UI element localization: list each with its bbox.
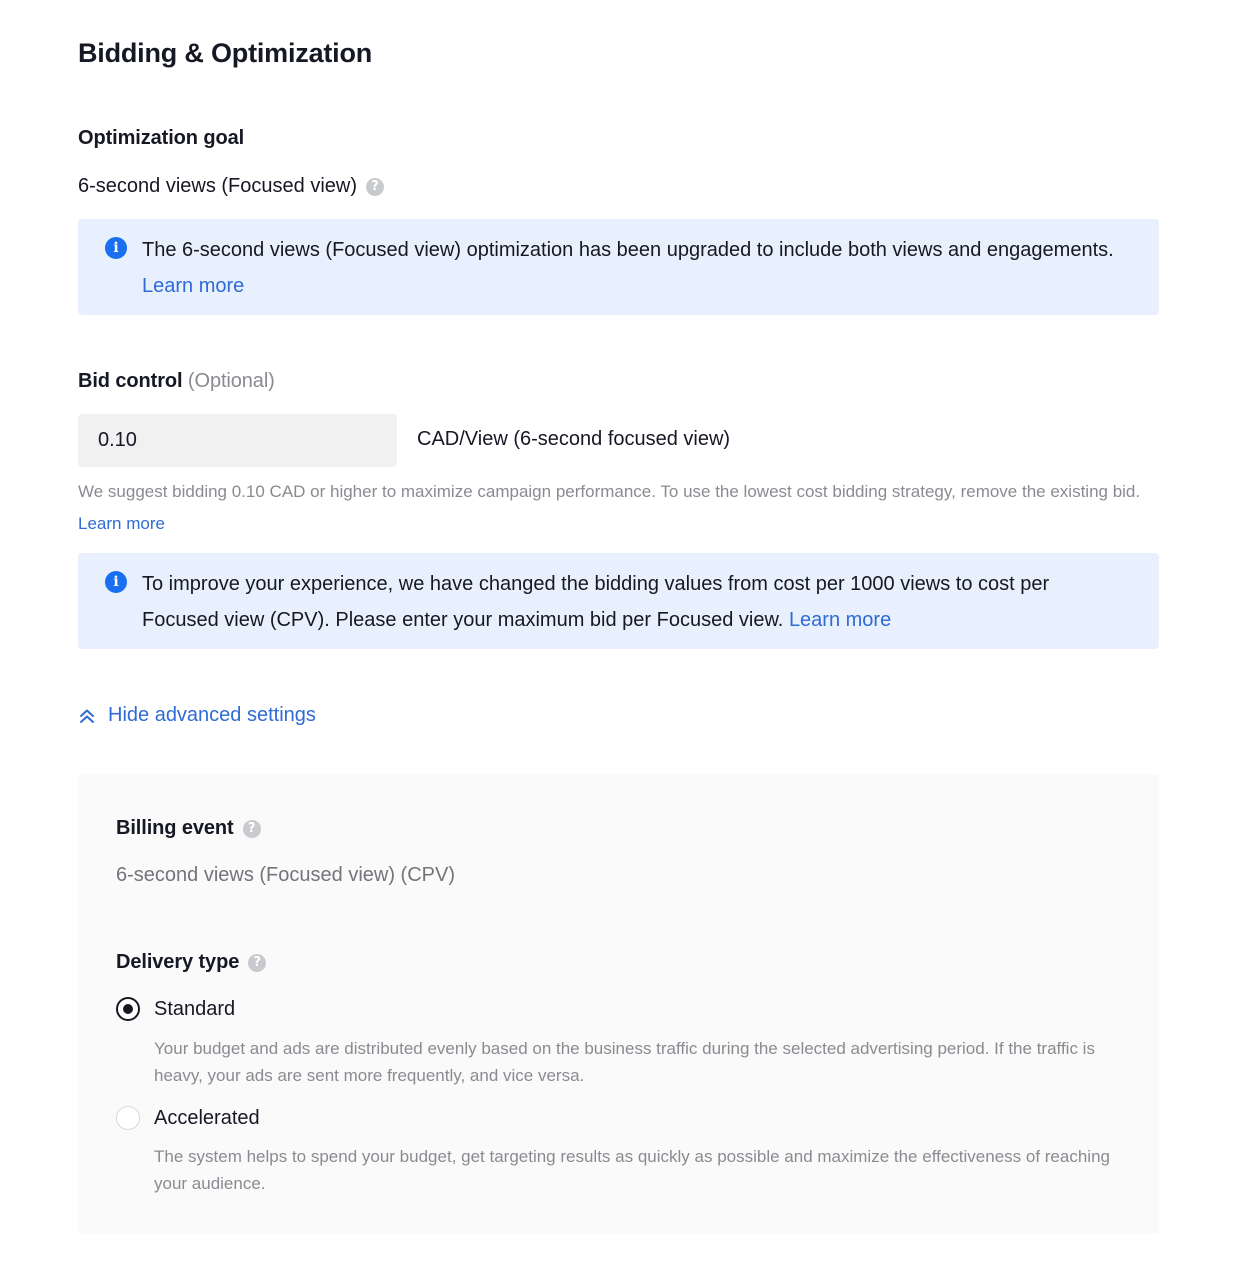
accelerated-description: The system helps to spend your budget, get targeting results as quickly as possible and maximize the effectiveness of reaching your audience.: [154, 1147, 1110, 1193]
bid-hint: [78, 476, 1159, 540]
bid-input[interactable]: [78, 414, 397, 467]
standard-radio-label: Standard: [154, 997, 236, 1020]
section-title: Bidding & Optimization: [78, 38, 373, 68]
delivery-type-label-text: Delivery type: [116, 951, 240, 973]
delivery-type-label: [116, 951, 266, 974]
question-circle-icon[interactable]: ?: [248, 954, 266, 972]
bid-banner-learn-more-link[interactable]: Learn more: [788, 609, 892, 631]
goal-banner-learn-more-link[interactable]: Learn more: [142, 275, 245, 297]
delivery-option-accelerated[interactable]: [116, 1106, 260, 1130]
bid-control-label: [78, 370, 275, 393]
hide-advanced-settings-button[interactable]: [78, 704, 316, 727]
billing-event-label-text: Billing event: [116, 817, 234, 839]
hide-advanced-settings-label: Hide advanced settings: [108, 704, 316, 726]
bid-unit-label: CAD/View (6-second focused view): [417, 428, 731, 450]
optimization-goal-text: 6-second views (Focused view): [78, 175, 357, 197]
goal-banner-text: The 6-second views (Focused view) optimization has been upgraded to include both views and engagements.: [142, 239, 1114, 261]
accelerated-radio-label: Accelerated: [154, 1106, 260, 1129]
goal-info-banner: [78, 219, 1159, 315]
optimization-goal-label: Optimization goal: [78, 127, 245, 149]
billing-event-value: 6-second views (Focused view) (CPV): [116, 864, 455, 886]
question-circle-icon[interactable]: ?: [366, 178, 384, 196]
optimization-goal-value: [78, 175, 384, 198]
info-circle-icon: i: [105, 237, 127, 259]
bid-control-optional-text: (Optional): [187, 370, 275, 392]
accelerated-radio[interactable]: [116, 1106, 140, 1130]
bid-hint-learn-more-link[interactable]: Learn more: [78, 514, 165, 533]
advanced-settings-panel: [78, 774, 1159, 1234]
bid-info-banner: [78, 553, 1159, 649]
double-chevron-up-icon: [78, 707, 96, 725]
info-circle-icon: i: [105, 571, 127, 593]
delivery-option-standard[interactable]: [116, 997, 235, 1021]
bid-hint-text: We suggest bidding 0.10 CAD or higher to maximize campaign performance. To use the lowest cost bidding strategy, remove the existing bid.: [78, 482, 1141, 501]
question-circle-icon[interactable]: ?: [243, 820, 261, 838]
standard-radio[interactable]: [116, 997, 140, 1021]
standard-description: Your budget and ads are distributed evenly based on the business traffic during the selected advertising period. If the traffic is heavy, your ads are sent more frequently, and vice versa.: [154, 1039, 1095, 1085]
bid-control-label-text: Bid control: [78, 370, 183, 392]
bid-banner-text: To improve your experience, we have changed the bidding values from cost per 1000 views to cost per Focused view (CPV). Please enter your maximum bid per Focused view.: [142, 573, 1050, 631]
billing-event-label: [116, 817, 261, 840]
